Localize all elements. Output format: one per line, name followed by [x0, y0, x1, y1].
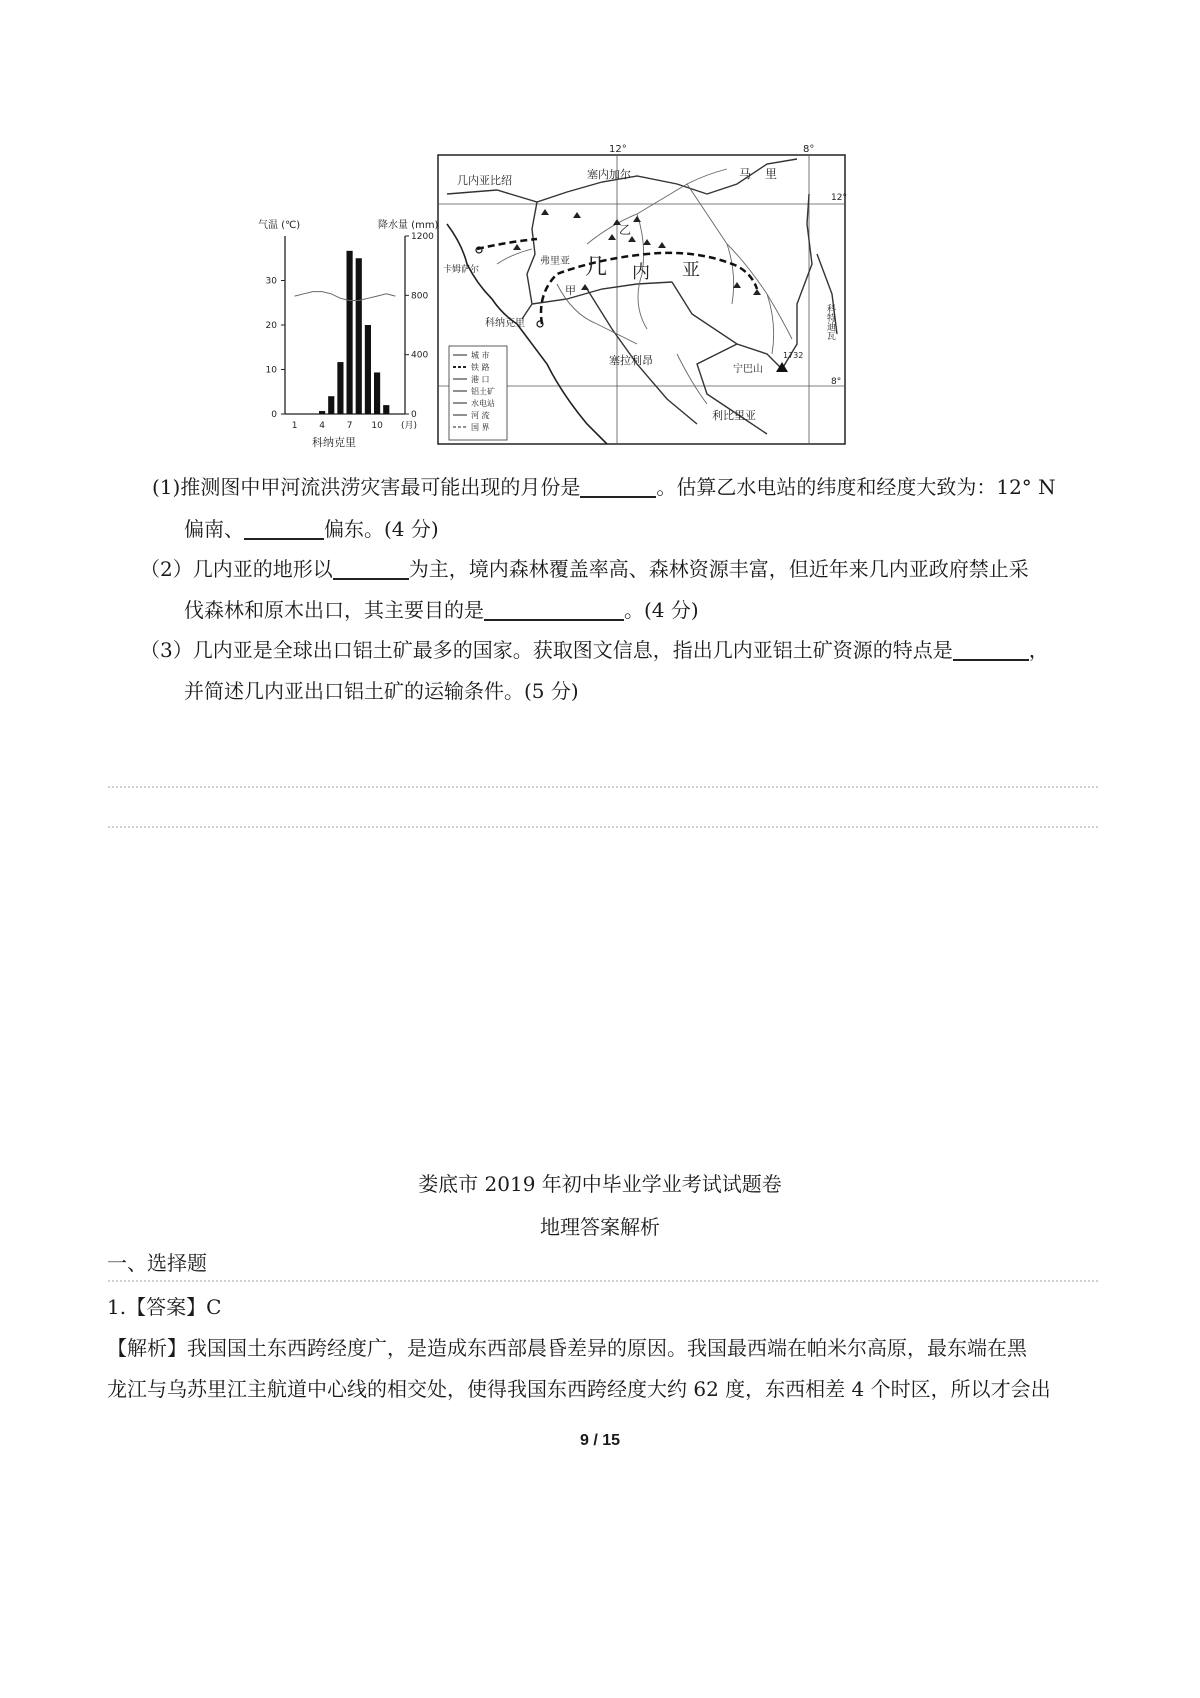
country-mali: 马里 — [739, 167, 792, 181]
svg-text:港 口: 港 口 — [471, 375, 490, 384]
station-name: 科纳克里 — [312, 436, 356, 449]
q1-blank-2[interactable] — [244, 516, 324, 540]
analysis-line-1: 【解析】我国国土东西跨经度广，是造成东西部晨昏差异的原因。我国最西端在帕米尔高原，最东端在黑 — [107, 1336, 1027, 1360]
month-tick-10: 10 — [371, 421, 383, 431]
country-guinea-2: 内 — [632, 262, 650, 283]
country-senegal: 塞内加尔 — [587, 168, 631, 181]
section-heading: 一、选择题 — [107, 1251, 207, 1275]
q1-text-c: 偏南、 — [184, 517, 244, 541]
lon-label-8: 8° — [803, 144, 815, 155]
precipitation-bar-6 — [337, 362, 343, 414]
svg-text:铁 路: 铁 路 — [471, 363, 490, 372]
q2-blank-1[interactable] — [333, 556, 409, 580]
place-yi: 乙 — [619, 223, 632, 237]
country-guinea-bissau: 几内亚比绍 — [457, 174, 512, 187]
q1-text-d: 偏东。(4 分) — [324, 517, 439, 541]
analysis-line-2: 龙江与乌苏里江主航道中心线的相交处，使得我国东西跨经度大约 62 度，东西相差 4 个时区，所以才会出 — [107, 1377, 1051, 1401]
answer-subtitle: 地理答案解析 — [540, 1215, 660, 1239]
lon-label-12: 12° — [609, 144, 627, 155]
q2-text-a: （2）几内亚的地形以 — [140, 557, 333, 581]
precip-tick-1200: 1200 — [411, 232, 434, 242]
q2-text-b: 为主，境内森林覆盖率高、森林资源丰富，但近年来几内亚政府禁止采 — [408, 557, 1029, 581]
q3-text-a: （3）几内亚是全球出口铝土矿最多的国家。获取图文信息，指出几内亚铝土矿资源的特点是 — [140, 638, 953, 662]
month-tick-4: 4 — [319, 421, 325, 431]
guinea-map — [437, 144, 847, 446]
lat-label-12: 12° — [831, 193, 847, 203]
q2-text-d: 。(4 分) — [624, 598, 699, 622]
temp-tick-0: 0 — [271, 410, 277, 420]
elevation-label: 1732 — [783, 351, 804, 360]
answer-line-2 — [108, 826, 1098, 828]
precipitation-axis-label: 降水量 (mm) — [378, 220, 439, 231]
precipitation-bar-9 — [365, 325, 371, 414]
country-cote-divoire: 科特迪瓦 — [825, 304, 835, 340]
q2-blank-2[interactable] — [484, 597, 624, 621]
svg-text:铝土矿: 铝土矿 — [471, 387, 495, 396]
precip-tick-0: 0 — [411, 410, 417, 420]
q1-blank-1[interactable] — [580, 474, 656, 498]
climate-chart — [250, 150, 465, 450]
question-2-line-2 — [184, 594, 699, 626]
figure — [250, 144, 930, 490]
precipitation-bar-10 — [374, 372, 380, 414]
temp-tick-30: 30 — [265, 276, 277, 287]
precipitation-bar-4 — [319, 411, 325, 414]
question-1-line-1 — [152, 471, 1056, 503]
month-tick-7: 7 — [346, 421, 353, 431]
q1-text-a: (1)推测图中甲河流洪涝灾害最可能出现的月份是 — [152, 475, 581, 499]
section-divider — [108, 1280, 1098, 1282]
lat-label-8: 8° — [831, 377, 842, 387]
temperature-line — [295, 292, 396, 301]
place-nimba: 宁巴山 — [733, 364, 763, 375]
precipitation-bar-5 — [328, 396, 334, 414]
svg-text:国 界: 国 界 — [471, 423, 490, 432]
precip-tick-400: 400 — [411, 350, 429, 361]
precipitation-bar-11 — [383, 405, 389, 414]
question-2-line-1 — [140, 553, 1029, 585]
country-sierra-leone: 塞拉利昂 — [609, 354, 653, 367]
answer-line-1 — [108, 786, 1098, 788]
q3-blank-1[interactable] — [953, 637, 1029, 661]
svg-text:河 流: 河 流 — [471, 411, 490, 420]
svg-text:水电站: 水电站 — [471, 399, 495, 408]
country-liberia: 利比里亚 — [712, 409, 756, 422]
month-tick-1: 1 — [291, 421, 298, 431]
question-1-line-2 — [184, 513, 439, 545]
question-3-line-2 — [184, 675, 579, 707]
country-guinea-1: 几 — [585, 255, 608, 280]
q1-text-b: 。估算乙水电站的纬度和经度大致为：12° N — [656, 475, 1056, 499]
place-kamsar: 卡姆萨尔 — [443, 265, 480, 275]
question-3-line-1 — [140, 634, 1049, 666]
page-number: 9 / 15 — [579, 1432, 621, 1449]
precipitation-bar-7 — [347, 251, 353, 414]
answer-item-1: 1.【答案】C — [107, 1295, 222, 1319]
temp-tick-10: 10 — [265, 365, 277, 376]
precip-tick-800: 800 — [411, 291, 429, 302]
precipitation-bar-8 — [356, 258, 362, 414]
country-guinea-3: 亚 — [682, 260, 700, 281]
answer-title: 娄底市 2019 年初中毕业学业考试试题卷 — [418, 1172, 782, 1196]
q3-text-b: ， — [1028, 638, 1049, 662]
place-fria: 弗里亚 — [540, 256, 570, 267]
place-jia: 甲 — [565, 284, 576, 297]
q2-text-c: 伐森林和原木出口，其主要目的是 — [184, 598, 484, 622]
place-conakry: 科纳克里 — [485, 318, 525, 329]
svg-text:城 市: 城 市 — [471, 351, 490, 360]
month-tick-unit: (月) — [400, 421, 418, 431]
q3-text-c: 并简述几内亚出口铝土矿的运输条件。(5 分) — [184, 679, 579, 703]
temperature-axis-label: 气温 (℃) — [258, 220, 301, 231]
temp-tick-20: 20 — [265, 321, 277, 331]
